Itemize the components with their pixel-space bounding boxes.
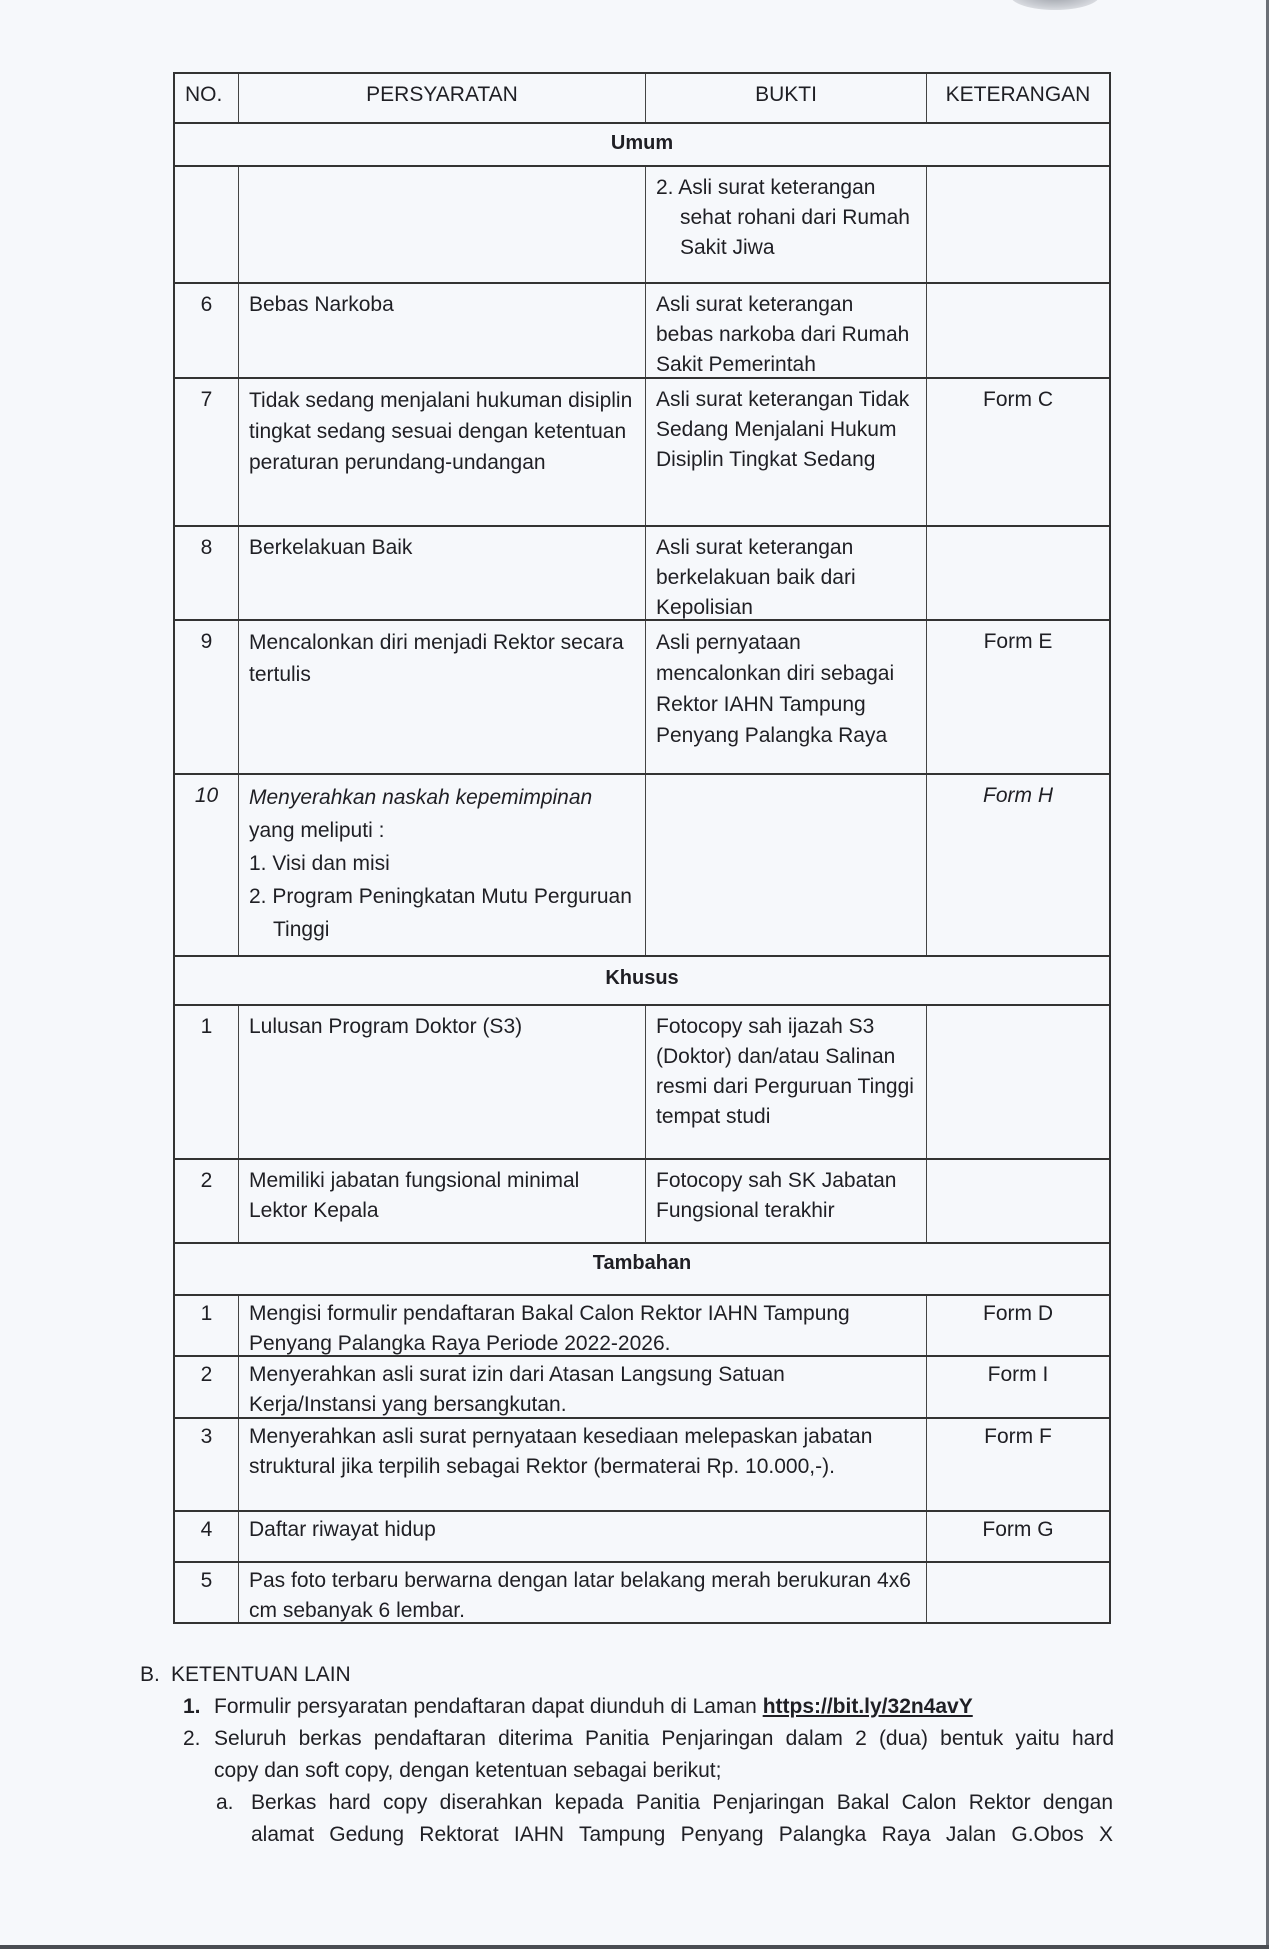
table-row [173,377,1111,525]
header-keterangan: KETERANGAN [926,74,1109,122]
table-row [173,1417,1111,1510]
row-no [175,167,238,282]
row-bukti: Asli surat keterangan bebas narkoba dari Rumah Sakit Pemerintah [645,284,926,377]
list-item-text-cont: copy dan soft copy, dengan ketentuan sebagai berikut; [214,1759,722,1782]
list-item-number: 2. [183,1727,201,1750]
form-download-link[interactable]: https://bit.ly/32n4avY [762,1695,973,1718]
row-persyaratan-cell [238,775,645,955]
row-persyaratan: Mencalonkan diri menjadi Rektor secara tertulis [238,621,645,773]
table-row [173,1004,1111,1158]
section-heading: KETENTUAN LAIN [171,1663,351,1686]
row-keterangan: Form C [926,379,1109,525]
row-no: 4 [200,1518,213,1541]
sublist-item-text-cont: alamat Gedung Rektorat IAHN Tampung Penyang Palangka Raya Jalan G.Obos X [251,1823,1113,1846]
row-keterangan: Form I [926,1357,1109,1417]
row-no: 2 [200,1169,213,1192]
table-row [173,282,1111,377]
row-keterangan: Form D [926,1296,1109,1355]
row-no: 10 [194,784,219,807]
row-keterangan [926,1006,1109,1158]
row-persyaratan: Tidak sedang menjalani hukuman disiplin tingkat sedang sesuai dengan ketentuan peraturan perundang-undangan [238,379,645,525]
row-keterangan [926,167,1109,282]
table-row [173,165,1111,282]
section-row-khusus [173,955,1111,1004]
row-no: 6 [200,293,213,316]
scan-edge-bottom [0,1945,1269,1949]
row-persyaratan-item: 2. Program Peningkatan Mutu Perguruan Tinggi [249,885,632,941]
table-row [173,525,1111,619]
table-row [173,1158,1111,1242]
row-persyaratan: Bebas Narkoba [238,284,645,377]
list-item [214,1690,973,1723]
row-persyaratan [238,167,645,282]
row-bukti: Asli surat keterangan Tidak Sedang Menjalani Hukum Disiplin Tingkat Sedang [645,379,926,525]
row-keterangan: Form G [926,1512,1109,1561]
row-bukti: 2. Asli surat keterangan sehat rohani dari Rumah Sakit Jiwa [656,176,910,259]
row-no: 9 [200,630,213,653]
row-keterangan: Form E [926,621,1109,773]
section-row-umum [173,122,1111,165]
row-bukti: Fotocopy sah ijazah S3 (Doktor) dan/atau Salinan resmi dari Perguruan Tinggi tempat studi [645,1006,926,1158]
table-row [173,1561,1111,1624]
row-persyaratan: Menyerahkan asli surat izin dari Atasan Langsung Satuan Kerja/Instansi yang bersangkutan. [238,1357,926,1417]
row-keterangan: Form F [926,1419,1109,1510]
header-no: NO. [185,83,223,106]
row-no: 7 [200,388,213,411]
section-label-khusus: Khusus [605,967,679,989]
header-bukti: BUKTI [645,74,926,122]
row-keterangan [926,284,1109,377]
row-persyaratan: Lulusan Program Doktor (S3) [238,1006,645,1158]
row-no: 2 [200,1363,213,1386]
list-item-text: Seluruh berkas pendaftaran diterima Panitia Penjaringan dalam 2 (dua) bentuk yaitu hard [214,1727,1114,1750]
row-no: 5 [200,1569,213,1592]
list-item-text: Formulir persyaratan pendaftaran dapat diunduh di Laman [214,1695,763,1718]
table-row [173,619,1111,773]
row-bukti [645,775,926,955]
row-persyaratan-item: 1. Visi dan misi [249,852,390,875]
table-row [173,1510,1111,1561]
table-header-row [173,72,1111,122]
row-persyaratan: Pas foto terbaru berwarna dengan latar belakang merah berukuran 4x6 cm sebanyak 6 lembar. [238,1563,926,1622]
row-persyaratan: Berkelakuan Baik [238,527,645,619]
row-keterangan: Form H [926,775,1109,955]
row-keterangan [926,527,1109,619]
row-bukti: Asli pernyataan mencalonkan diri sebagai Rektor IAHN Tampung Penyang Palangka Raya [645,621,926,773]
row-keterangan [926,1563,1109,1622]
section-heading-letter: B. [140,1663,160,1686]
row-no: 1 [200,1302,213,1325]
section-label-umum: Umum [610,132,674,154]
row-no: 3 [200,1425,213,1448]
row-no: 8 [200,536,213,559]
section-label-tambahan: Tambahan [592,1252,692,1274]
header-persyaratan: PERSYARATAN [238,74,645,122]
row-bukti: Asli surat keterangan berkelakuan baik dari Kepolisian [645,527,926,619]
row-persyaratan: Daftar riwayat hidup [238,1512,926,1561]
table-row [173,1294,1111,1355]
row-persyaratan: Menyerahkan naskah kepemimpinan [249,786,593,809]
row-persyaratan: Menyerahkan asli surat pernyataan kesediaan melepaskan jabatan struktural jika terpilih sebagai Rektor (bermaterai Rp. 10.000,-). [238,1419,926,1510]
table-row [173,1355,1111,1417]
sublist-item-letter: a. [216,1791,234,1814]
row-bukti-cell [645,167,926,282]
row-bukti: Fotocopy sah SK Jabatan Fungsional terakhir [645,1160,926,1242]
list-item-number: 1. [183,1695,201,1718]
row-keterangan [926,1160,1109,1242]
section-row-tambahan [173,1242,1111,1294]
row-no: 1 [200,1015,213,1038]
sublist-item-text: Berkas hard copy diserahkan kepada Panitia Penjaringan Bakal Calon Rektor dengan [251,1791,1113,1814]
row-persyaratan: Memiliki jabatan fungsional minimal Lektor Kepala [238,1160,645,1242]
row-persyaratan: Mengisi formulir pendaftaran Bakal Calon Rektor IAHN Tampung Penyang Palangka Raya Periode 2022-2026. [238,1296,926,1355]
scan-smudge [1010,0,1100,10]
row-persyaratan-intro: yang meliputi : [249,819,385,842]
table-row [173,773,1111,955]
